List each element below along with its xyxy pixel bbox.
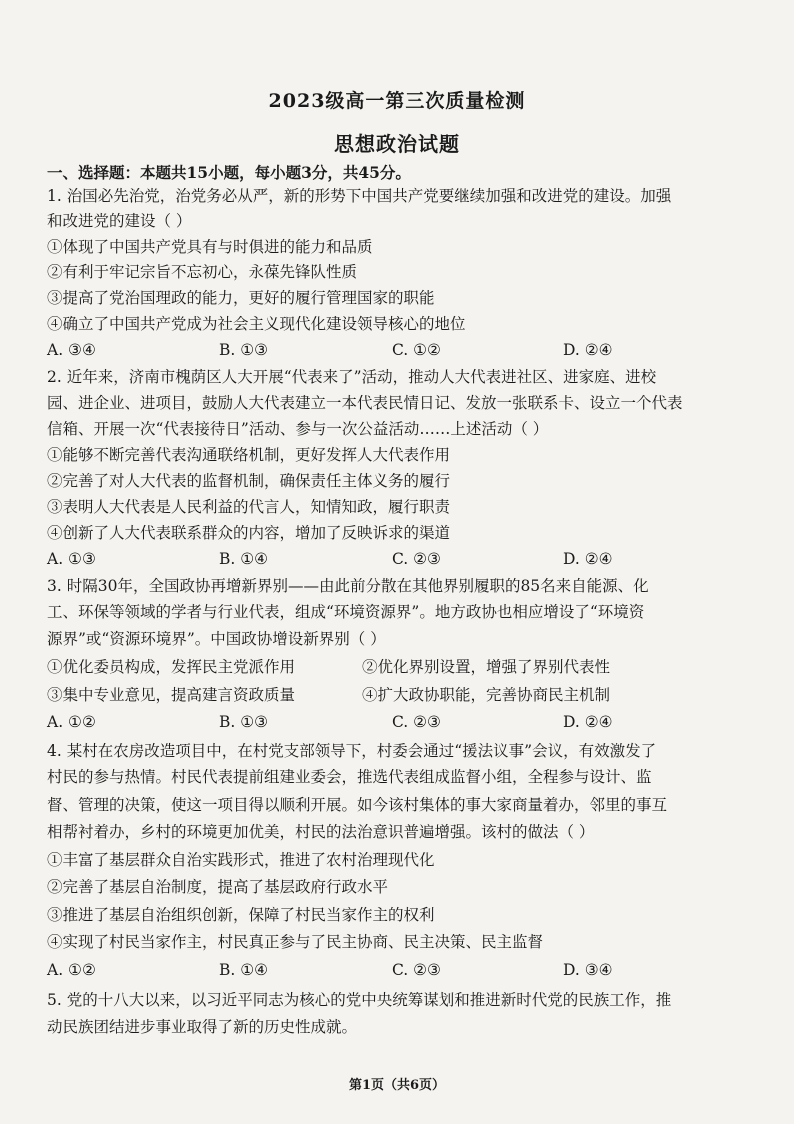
question-3-item-row [47, 684, 757, 706]
option-d[interactable]: D. ②④ [563, 550, 613, 568]
option-d[interactable]: D. ③④ [563, 961, 613, 979]
question-2-stem-line: 园、进企业、进项目，鼓励人大代表建立一本代表民情日记、发放一张联系卡、设立一个代表 [47, 394, 683, 412]
question-1-stem-line: 和改进党的建设（ ） [47, 212, 192, 230]
option-c[interactable]: C. ②③ [392, 550, 441, 568]
option-d[interactable]: D. ②④ [563, 341, 613, 359]
question-3-item: ④扩大政协职能，完善协商民主机制 [362, 686, 611, 704]
question-4-item: ②完善了基层自治制度，提高了基层政府行政水平 [47, 878, 389, 896]
question-4-stem-line: 4. 某村在农房改造项目中，在村党支部领导下，村委会通过“援法议事”会议，有效激发了 [47, 742, 657, 760]
question-5-stem-line: 5. 党的十八大以来，以习近平同志为核心的党中央统筹谋划和推进新时代党的民族工作，推 [47, 991, 672, 1009]
question-2-stem-line: 信箱、开展一次“代表接待日”活动、参与一次公益活动……上述活动（ ） [47, 420, 549, 438]
option-b[interactable]: B. ①④ [219, 550, 269, 568]
question-3-options [47, 711, 757, 733]
option-b[interactable]: B. ①③ [219, 341, 269, 359]
option-b[interactable]: B. ①④ [219, 961, 269, 979]
question-4-stem-line: 督、管理的决策，使这一项目得以顺利开展。如今该村集体的事大家商量着办，邻里的事互 [47, 796, 668, 814]
question-4-item: ①丰富了基层群众自治实践形式，推进了农村治理现代化 [47, 851, 435, 869]
option-a[interactable]: A. ①③ [47, 550, 96, 568]
option-a[interactable]: A. ①② [47, 713, 96, 731]
question-3-item: ①优化委员构成，发挥民主党派作用 [47, 658, 296, 676]
question-4-item: ④实现了村民当家作主，村民真正参与了民主协商、民主决策、民主监督 [47, 933, 544, 951]
option-a[interactable]: A. ①② [47, 961, 96, 979]
question-2-stem-line: 2. 近年来，济南市槐荫区人大开展“代表来了”活动，推动人大代表进社区、进家庭、进校 [47, 368, 657, 386]
exam-subtitle: 思想政治试题 [334, 132, 460, 156]
question-3-stem-line: 工、环保等领域的学者与行业代表，组成“环境资源界”。地方政协也相应增设了“环境资 [47, 603, 645, 621]
question-4-item: ③推进了基层自治组织创新，保障了村民当家作主的权利 [47, 906, 435, 924]
section-heading: 一、选择题：本题共15小题，每小题3分，共45分。 [47, 163, 411, 182]
page-number: 第1页（共6页） [348, 1078, 446, 1093]
question-1-options [47, 339, 757, 361]
question-3-item: ③集中专业意见，提高建言资政质量 [47, 686, 296, 704]
question-4-stem-line: 相帮衬着办，乡村的环境更加优美，村民的法治意识普遍增强。该村的做法（ ） [47, 823, 595, 841]
question-1-stem-line: 1. 治国必先治党，治党务必从严，新的形势下中国共产党要继续加强和改进党的建设。加强 [47, 187, 672, 205]
question-4-stem-line: 村民的参与热情。村民代表提前组建业委会，推选代表组成监督小组，全程参与设计、监 [47, 768, 652, 786]
option-a[interactable]: A. ③④ [47, 341, 96, 359]
question-2-item: ③表明人大代表是人民利益的代言人，知情知政，履行职责 [47, 498, 451, 516]
question-2-item: ②完善了对人大代表的监督机制，确保责任主体义务的履行 [47, 472, 451, 490]
option-c[interactable]: C. ①② [392, 341, 441, 359]
option-b[interactable]: B. ①③ [219, 713, 269, 731]
question-5-stem-line: 动民族团结进步事业取得了新的历史性成就。 [47, 1018, 358, 1036]
option-d[interactable]: D. ②④ [563, 713, 613, 731]
question-2-item: ①能够不断完善代表沟通联络机制，更好发挥人大代表作用 [47, 446, 451, 464]
question-2-options [47, 548, 757, 570]
question-1-item: ①体现了中国共产党具有与时俱进的能力和品质 [47, 238, 373, 256]
option-c[interactable]: C. ②③ [392, 713, 441, 731]
question-1-item: ②有利于牢记宗旨不忘初心，永葆先锋队性质 [47, 263, 358, 281]
question-3-item: ②优化界别设置，增强了界别代表性 [362, 658, 611, 676]
question-3-stem-line: 源界”或“资源环境界”。中国政协增设新界别（ ） [47, 630, 386, 648]
question-2-item: ④创新了人大代表联系群众的内容，增加了反映诉求的渠道 [47, 524, 451, 542]
question-4-options [47, 959, 757, 981]
question-3-stem-line: 3. 时隔30年，全国政协再增新界别——由此前分散在其他界别履职的85名来自能源、化 [47, 577, 649, 595]
option-c[interactable]: C. ②③ [392, 961, 441, 979]
exam-title: 2023级高一第三次质量检测 [268, 90, 526, 112]
question-1-item: ③提高了党治国理政的能力，更好的履行管理国家的职能 [47, 289, 435, 307]
question-3-item-row [47, 656, 757, 678]
question-1-item: ④确立了中国共产党成为社会主义现代化建设领导核心的地位 [47, 315, 466, 333]
